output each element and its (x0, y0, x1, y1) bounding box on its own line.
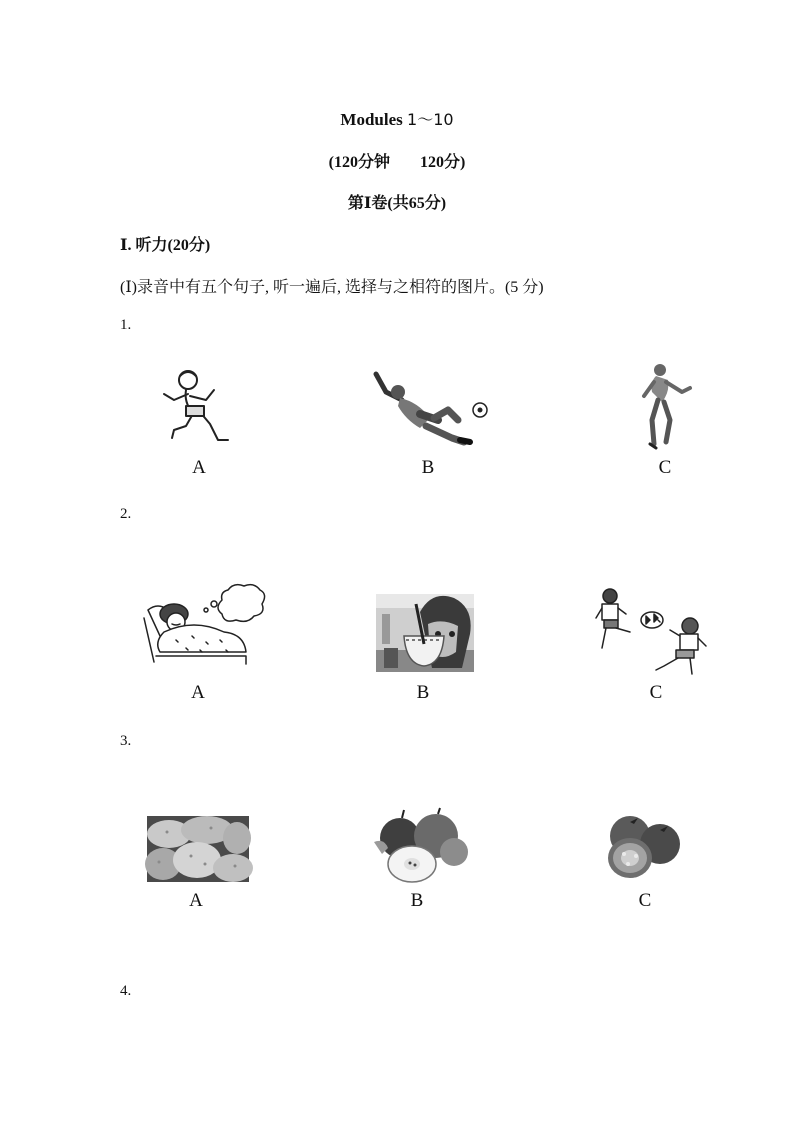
option-letter: C (658, 457, 672, 478)
exam-time: (120分钟 (328, 154, 390, 171)
section-heading: Ⅰ. 听力(20分) (120, 237, 211, 254)
title-range: 1～10 (407, 110, 454, 129)
title-word: Modules (340, 110, 403, 129)
boys-playing-football-icon (594, 584, 710, 678)
question-number: 1. (120, 317, 132, 333)
question-number: 4. (120, 983, 132, 999)
exam-duration-score (0, 149, 794, 172)
option-letter: A (192, 457, 206, 478)
part-instruction: (Ⅰ)录音中有五个句子, 听一遍后, 选择与之相符的图片。(5 分) (120, 279, 544, 296)
option-letter: A (191, 682, 205, 703)
option-letter: C (649, 682, 663, 703)
tomatoes-icon (604, 808, 684, 880)
option-letter: B (421, 457, 435, 478)
exam-score: 120分) (420, 154, 466, 171)
running-boy-icon (160, 368, 236, 454)
question-number: 2. (120, 506, 132, 522)
question-number: 3. (120, 733, 132, 749)
option-letter: C (638, 890, 652, 911)
volume-heading: 第Ⅰ卷(共65分) (347, 195, 447, 212)
apples-icon (374, 808, 466, 884)
sleeping-girl-icon (136, 582, 266, 666)
option-letter: A (189, 890, 203, 911)
soccer-kick-man-icon (368, 368, 492, 454)
page-title (0, 107, 794, 130)
boy-eating-icon (376, 594, 474, 672)
potatoes-icon (147, 816, 249, 882)
dancer-icon (636, 360, 692, 454)
option-letter: B (416, 682, 430, 703)
option-letter: B (410, 890, 424, 911)
